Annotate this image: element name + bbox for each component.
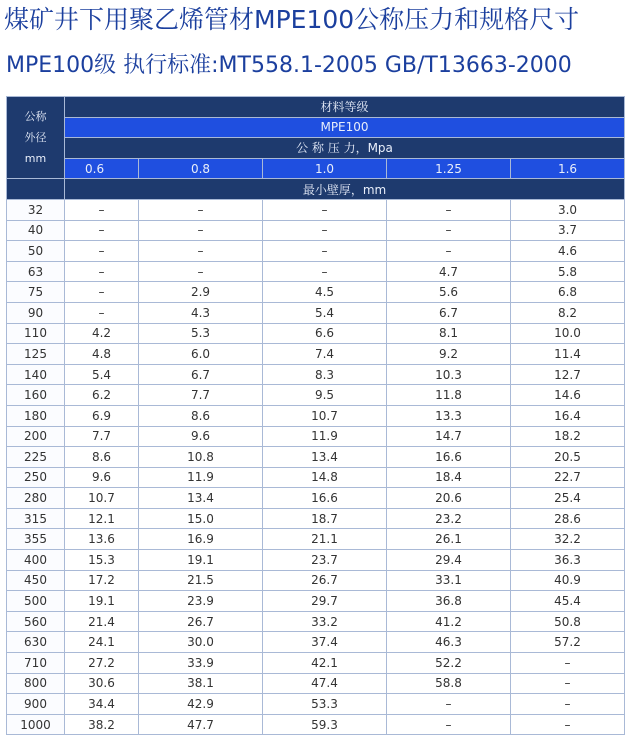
wall-thickness-cell: 26.1 xyxy=(387,529,511,550)
wall-thickness-cell: – xyxy=(387,220,511,241)
wall-thickness-cell: 28.6 xyxy=(511,508,625,529)
outer-diameter-cell: 280 xyxy=(7,488,65,509)
wall-thickness-cell: 33.9 xyxy=(139,653,263,674)
wall-thickness-cell: – xyxy=(511,694,625,715)
wall-thickness-cell: 30.6 xyxy=(65,673,139,694)
outer-diameter-cell: 400 xyxy=(7,550,65,571)
pressure-value: 1.6 xyxy=(511,158,625,179)
header-row-pressure-label xyxy=(7,138,625,159)
wall-thickness-cell: – xyxy=(139,220,263,241)
material-grade-label: 材料等级 xyxy=(65,97,625,118)
table-row xyxy=(7,199,625,220)
side-header-line: mm xyxy=(24,152,47,166)
wall-thickness-cell: 7.7 xyxy=(65,426,139,447)
outer-diameter-cell: 90 xyxy=(7,302,65,323)
outer-diameter-cell: 32 xyxy=(7,199,65,220)
wall-thickness-cell: 53.3 xyxy=(263,694,387,715)
wall-thickness-cell: 16.4 xyxy=(511,405,625,426)
wall-thickness-cell: 8.1 xyxy=(387,323,511,344)
wall-thickness-cell: 16.9 xyxy=(139,529,263,550)
wall-thickness-cell: – xyxy=(511,653,625,674)
wall-thickness-cell: 11.9 xyxy=(263,426,387,447)
wall-thickness-label: 最小壁厚，mm xyxy=(65,179,625,200)
outer-diameter-cell: 125 xyxy=(7,344,65,365)
wall-thickness-cell: 8.3 xyxy=(263,364,387,385)
wall-thickness-cell: – xyxy=(65,220,139,241)
wall-thickness-cell: 25.4 xyxy=(511,488,625,509)
outer-diameter-cell: 500 xyxy=(7,591,65,612)
table-row xyxy=(7,364,625,385)
wall-thickness-cell: 29.7 xyxy=(263,591,387,612)
table-row xyxy=(7,467,625,488)
page-subtitle: MPE100级 执行标准:MT558.1-2005 GB/T13663-2000 xyxy=(6,53,572,78)
wall-thickness-cell: 10.8 xyxy=(139,447,263,468)
wall-thickness-cell: 26.7 xyxy=(139,611,263,632)
wall-thickness-cell: 4.3 xyxy=(139,302,263,323)
wall-thickness-cell: 58.8 xyxy=(387,673,511,694)
wall-thickness-cell: 10.3 xyxy=(387,364,511,385)
wall-thickness-cell: 5.3 xyxy=(139,323,263,344)
wall-thickness-cell: 36.8 xyxy=(387,591,511,612)
wall-thickness-cell: 4.7 xyxy=(387,261,511,282)
wall-thickness-cell: 34.4 xyxy=(65,694,139,715)
table-row xyxy=(7,447,625,468)
wall-thickness-cell: 52.2 xyxy=(387,653,511,674)
wall-thickness-cell: 18.7 xyxy=(263,508,387,529)
outer-diameter-cell: 110 xyxy=(7,323,65,344)
wall-thickness-cell: – xyxy=(511,673,625,694)
wall-thickness-cell: – xyxy=(387,199,511,220)
wall-thickness-cell: – xyxy=(139,241,263,262)
spec-table xyxy=(6,96,625,735)
wall-thickness-cell: – xyxy=(65,261,139,282)
outer-diameter-cell: 560 xyxy=(7,611,65,632)
table-row xyxy=(7,323,625,344)
wall-thickness-cell: 13.3 xyxy=(387,405,511,426)
wall-thickness-cell: 24.1 xyxy=(65,632,139,653)
wall-thickness-cell: 12.1 xyxy=(65,508,139,529)
wall-thickness-cell: 59.3 xyxy=(263,714,387,735)
wall-thickness-cell: 32.2 xyxy=(511,529,625,550)
table-row xyxy=(7,261,625,282)
wall-thickness-cell: 16.6 xyxy=(263,488,387,509)
table-row xyxy=(7,241,625,262)
wall-thickness-cell: 4.5 xyxy=(263,282,387,303)
table-row xyxy=(7,508,625,529)
header-row-material xyxy=(7,117,625,138)
wall-thickness-cell: 6.0 xyxy=(139,344,263,365)
wall-thickness-cell: 17.2 xyxy=(65,570,139,591)
wall-thickness-cell: 50.8 xyxy=(511,611,625,632)
wall-thickness-cell: – xyxy=(263,220,387,241)
wall-thickness-cell: – xyxy=(511,714,625,735)
wall-thickness-cell: 38.2 xyxy=(65,714,139,735)
wall-thickness-cell: – xyxy=(65,241,139,262)
wall-thickness-cell: 21.5 xyxy=(139,570,263,591)
wall-thickness-cell: 46.3 xyxy=(387,632,511,653)
wall-thickness-cell: 5.6 xyxy=(387,282,511,303)
wall-thickness-cell: 10.7 xyxy=(65,488,139,509)
wall-thickness-cell: 8.2 xyxy=(511,302,625,323)
table-row xyxy=(7,570,625,591)
wall-thickness-cell: 5.8 xyxy=(511,261,625,282)
wall-thickness-cell: 6.8 xyxy=(511,282,625,303)
wall-thickness-cell: 36.3 xyxy=(511,550,625,571)
wall-thickness-cell: 23.2 xyxy=(387,508,511,529)
outer-diameter-cell: 225 xyxy=(7,447,65,468)
wall-thickness-cell: 42.9 xyxy=(139,694,263,715)
wall-thickness-cell: 19.1 xyxy=(65,591,139,612)
wall-thickness-cell: 6.7 xyxy=(139,364,263,385)
wall-thickness-cell: – xyxy=(387,241,511,262)
wall-thickness-cell: 15.0 xyxy=(139,508,263,529)
pressure-value: 0.6 xyxy=(65,158,139,179)
table-row xyxy=(7,488,625,509)
wall-thickness-cell: 23.7 xyxy=(263,550,387,571)
wall-thickness-cell: – xyxy=(263,261,387,282)
wall-thickness-cell: 29.4 xyxy=(387,550,511,571)
wall-thickness-cell: – xyxy=(263,241,387,262)
wall-thickness-cell: – xyxy=(65,302,139,323)
table-row xyxy=(7,405,625,426)
table-row xyxy=(7,385,625,406)
wall-thickness-cell: 13.4 xyxy=(263,447,387,468)
table-row xyxy=(7,591,625,612)
wall-thickness-cell: 45.4 xyxy=(511,591,625,612)
side-header-line: 外径 xyxy=(24,131,47,145)
table-row xyxy=(7,694,625,715)
wall-thickness-cell: – xyxy=(65,282,139,303)
pressure-value: 1.25 xyxy=(387,158,511,179)
table-row xyxy=(7,611,625,632)
table-row xyxy=(7,632,625,653)
header-row-pressures xyxy=(7,158,625,179)
outer-diameter-cell: 180 xyxy=(7,405,65,426)
header-row-material-label xyxy=(7,97,625,118)
header-row-wall xyxy=(7,179,625,200)
wall-thickness-cell: 6.2 xyxy=(65,385,139,406)
wall-thickness-cell: 8.6 xyxy=(65,447,139,468)
outer-diameter-cell: 315 xyxy=(7,508,65,529)
page-title: 煤矿井下用聚乙烯管材MPE100公称压力和规格尺寸 xyxy=(4,5,580,34)
wall-thickness-cell: 21.1 xyxy=(263,529,387,550)
table-row xyxy=(7,653,625,674)
table-row xyxy=(7,302,625,323)
wall-thickness-cell: 6.6 xyxy=(263,323,387,344)
wall-thickness-cell: 33.2 xyxy=(263,611,387,632)
wall-thickness-cell: 21.4 xyxy=(65,611,139,632)
pressure-value: 1.0 xyxy=(263,158,387,179)
wall-thickness-cell: 5.4 xyxy=(65,364,139,385)
wall-thickness-cell: 22.7 xyxy=(511,467,625,488)
wall-thickness-cell: 11.4 xyxy=(511,344,625,365)
wall-thickness-cell: 12.7 xyxy=(511,364,625,385)
wall-thickness-cell: – xyxy=(65,199,139,220)
wall-thickness-cell: 13.6 xyxy=(65,529,139,550)
outer-diameter-cell: 630 xyxy=(7,632,65,653)
wall-thickness-cell: 20.5 xyxy=(511,447,625,468)
wall-thickness-cell: 16.6 xyxy=(387,447,511,468)
wall-thickness-cell: 9.6 xyxy=(139,426,263,447)
wall-thickness-cell: 41.2 xyxy=(387,611,511,632)
outer-diameter-cell: 450 xyxy=(7,570,65,591)
wall-thickness-cell: 14.6 xyxy=(511,385,625,406)
wall-thickness-cell: 19.1 xyxy=(139,550,263,571)
outer-diameter-cell: 160 xyxy=(7,385,65,406)
table-row xyxy=(7,426,625,447)
wall-thickness-cell: 37.4 xyxy=(263,632,387,653)
wall-thickness-cell: – xyxy=(263,199,387,220)
wall-thickness-cell: 20.6 xyxy=(387,488,511,509)
outer-diameter-cell: 1000 xyxy=(7,714,65,735)
side-header-line: 公称 xyxy=(24,110,47,124)
pressure-value: 0.8 xyxy=(139,158,263,179)
wall-thickness-cell: 47.7 xyxy=(139,714,263,735)
side-header-blank xyxy=(7,179,65,200)
outer-diameter-cell: 75 xyxy=(7,282,65,303)
outer-diameter-cell: 200 xyxy=(7,426,65,447)
outer-diameter-cell: 140 xyxy=(7,364,65,385)
wall-thickness-cell: 6.7 xyxy=(387,302,511,323)
wall-thickness-cell: 7.4 xyxy=(263,344,387,365)
side-header xyxy=(7,97,65,179)
outer-diameter-cell: 900 xyxy=(7,694,65,715)
wall-thickness-cell: 9.6 xyxy=(65,467,139,488)
outer-diameter-cell: 800 xyxy=(7,673,65,694)
table-row xyxy=(7,282,625,303)
table-row xyxy=(7,550,625,571)
material-grade: MPE100 xyxy=(65,117,625,138)
wall-thickness-cell: 8.6 xyxy=(139,405,263,426)
outer-diameter-cell: 63 xyxy=(7,261,65,282)
table-row xyxy=(7,529,625,550)
wall-thickness-cell: 11.9 xyxy=(139,467,263,488)
wall-thickness-cell: 18.4 xyxy=(387,467,511,488)
wall-thickness-cell: 14.7 xyxy=(387,426,511,447)
wall-thickness-cell: 40.9 xyxy=(511,570,625,591)
table-row xyxy=(7,344,625,365)
outer-diameter-cell: 250 xyxy=(7,467,65,488)
wall-thickness-cell: 26.7 xyxy=(263,570,387,591)
wall-thickness-cell: 9.2 xyxy=(387,344,511,365)
wall-thickness-cell: 47.4 xyxy=(263,673,387,694)
wall-thickness-cell: 23.9 xyxy=(139,591,263,612)
wall-thickness-cell: 6.9 xyxy=(65,405,139,426)
wall-thickness-cell: 30.0 xyxy=(139,632,263,653)
wall-thickness-cell: 57.2 xyxy=(511,632,625,653)
wall-thickness-cell: 3.7 xyxy=(511,220,625,241)
wall-thickness-cell: 13.4 xyxy=(139,488,263,509)
wall-thickness-cell: 5.4 xyxy=(263,302,387,323)
pressure-label: 公 称 压 力，Mpa xyxy=(65,138,625,159)
wall-thickness-cell: 3.0 xyxy=(511,199,625,220)
outer-diameter-cell: 40 xyxy=(7,220,65,241)
table-row xyxy=(7,673,625,694)
wall-thickness-cell: – xyxy=(139,261,263,282)
wall-thickness-cell: 11.8 xyxy=(387,385,511,406)
wall-thickness-cell: 10.7 xyxy=(263,405,387,426)
wall-thickness-cell: 14.8 xyxy=(263,467,387,488)
wall-thickness-cell: 4.8 xyxy=(65,344,139,365)
wall-thickness-cell: – xyxy=(387,694,511,715)
wall-thickness-cell: 38.1 xyxy=(139,673,263,694)
wall-thickness-cell: 4.6 xyxy=(511,241,625,262)
wall-thickness-cell: 10.0 xyxy=(511,323,625,344)
table-row xyxy=(7,714,625,735)
table-row xyxy=(7,220,625,241)
wall-thickness-cell: 15.3 xyxy=(65,550,139,571)
wall-thickness-cell: 42.1 xyxy=(263,653,387,674)
wall-thickness-cell: 27.2 xyxy=(65,653,139,674)
wall-thickness-cell: 4.2 xyxy=(65,323,139,344)
wall-thickness-cell: 9.5 xyxy=(263,385,387,406)
wall-thickness-cell: 7.7 xyxy=(139,385,263,406)
wall-thickness-cell: 2.9 xyxy=(139,282,263,303)
outer-diameter-cell: 50 xyxy=(7,241,65,262)
outer-diameter-cell: 355 xyxy=(7,529,65,550)
outer-diameter-cell: 710 xyxy=(7,653,65,674)
wall-thickness-cell: 33.1 xyxy=(387,570,511,591)
wall-thickness-cell: – xyxy=(387,714,511,735)
wall-thickness-cell: – xyxy=(139,199,263,220)
wall-thickness-cell: 18.2 xyxy=(511,426,625,447)
